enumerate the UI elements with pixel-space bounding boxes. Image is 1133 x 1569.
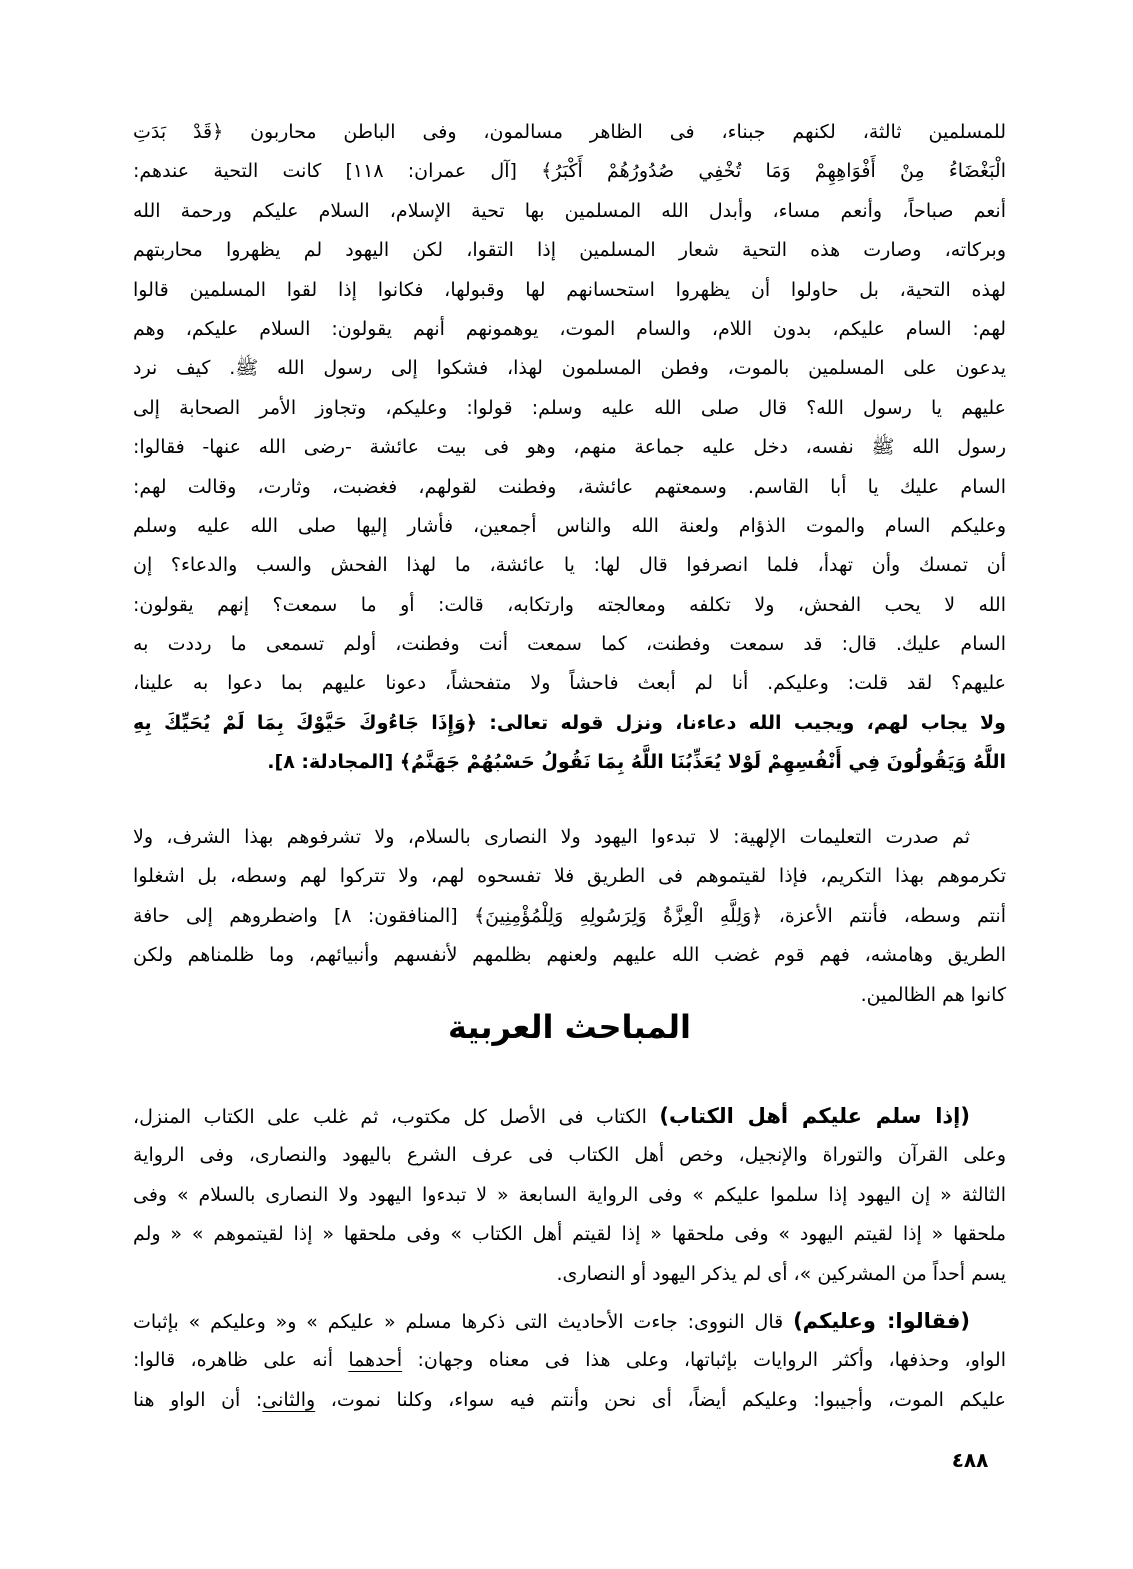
lemma-text: الكتاب فى الأصل كل مكتوب، ثم غلب على الكتاب المنزل،	[133, 1106, 660, 1128]
text-line: لهم: السام عليكم، بدون اللام، والسام الموت، يوهمونهم أنهم يقولون: السلام عليكم، وهم	[133, 317, 1006, 340]
text-line: رسول الله ﷺ نفسه، دخل عليه جماعة منهم، وهو فى بيت عائشة -رضى الله عنها- فقالوا:	[133, 436, 1006, 459]
text-span: : أن الواو هنا	[133, 1388, 263, 1411]
text-line: للمسلمين ثالثة، لكنهم جبناء، فى الظاهر مسالمون، وفى الباطن محاربون ﴿قَدْ بَدَتِ	[133, 121, 1006, 143]
text-line: وبركاته، وصارت هذه التحية شعار المسلمين إذا التقوا، لكن اليهود لم يظهروا محاربتهم	[133, 239, 1006, 262]
paragraph-greeting-history	[133, 113, 1006, 783]
text-line-quran: اللَّهُ وَيَقُولُونَ فِي أَنْفُسِهِمْ لَوْلا يُعَذِّبُنَا اللَّهُ بِمَا نَقُولُ حَسْبُهُمْ جَهَنَّمُ﴾ [المجادلة: ٨].	[267, 751, 1006, 774]
lemma-heading: (إذا سلم عليكم أهل الكتاب)	[659, 1104, 970, 1128]
text-line	[133, 1097, 1006, 1136]
text-line: السام عليك. قال: قد سمعت وفطنت، كما سمعت أنت وفطنت، أولم تسمعى ما رددت به	[133, 633, 1006, 656]
paragraph-ahl-al-kitab	[133, 1097, 1006, 1294]
text-line: الطريق وهامشه، فهم قوم غضب الله عليهم ولعنهم بظلمهم لأنفسهم وأنبيائهم، وما ظلمناهم ولكن	[133, 944, 1006, 967]
text-line: وعلى القرآن والتوراة والإنجيل، وخص أهل الكتاب فى عرف الشرع باليهود والنصارى، وفى الرواية	[133, 1144, 1006, 1167]
text-line	[133, 1302, 1006, 1341]
text-line: لهذه التحية، بل حاولوا أن يظهروا استحسانهم لها وقبولها، فكانوا إذا لقوا المسلمين قالوا	[133, 278, 1006, 301]
text-line: الْبَغْضَاءُ مِنْ أَفْوَاهِهِمْ وَمَا تُخْفِي صُدُورُهُمْ أَكْبَرُ﴾ [آل عمران: ١١٨] كانت التحية عندهم:	[133, 160, 1006, 183]
text-line: السام عليك يا أبا القاسم. وسمعتهم عائشة، وفطنت لقولهم، فغضبت، وثارت، وقالت لهم:	[133, 475, 1006, 498]
text-span: عليكم الموت، وأجيبوا: وعليكم أيضاً، أى نحن وأنتم فيه سواء، وكلنا نموت،	[315, 1388, 1006, 1411]
text-line	[133, 1381, 1006, 1420]
paragraph-divine-instructions	[133, 818, 1006, 1015]
text-line: ملحقها « إذا لقيتم اليهود » وفى ملحقها « إذا لقيتم أهل الكتاب » وفى ملحقها « إذا لقيتموهم » « ولم	[133, 1223, 1006, 1246]
section-heading: المباحث العربية	[447, 1008, 692, 1046]
text-line: تكرموهم بهذا التكريم، فإذا لقيتموهم فى الطريق فلا تفسحوه لهم، ولا تتركوا لهم وسطه، بل اشغلوا	[133, 865, 1006, 888]
text-line: أنتم وسطه، فأنتم الأعزة، ﴿وَلِلَّهِ الْعِزَّةُ وَلِرَسُولِهِ وَلِلْمُؤْمِنِينَ﴾ [المنافقون: ٨] واضطروهم إلى حافة	[133, 904, 1006, 927]
text-line: عليهم يا رسول الله؟ قال صلى الله عليه وسلم: قولوا: وعليكم، وتجاوز الأمر الصحابة إلى	[133, 396, 1006, 419]
paragraph-wa-alaykum	[133, 1302, 1006, 1420]
text-line: أنعم صباحاً، وأنعم مساء، وأبدل الله المسلمين بها تحية الإسلام، السلام عليكم ورحمة الله	[133, 199, 1006, 222]
text-line: الله لا يحب الفحش، ولا تكلفه ومعالجته وارتكابه، قالت: أو ما سمعت؟ إنهم يقولون:	[133, 593, 1006, 616]
text-line: وعليكم السام والموت الذؤام ولعنة الله والناس أجمعين، فأشار إليها صلى الله عليه وسلم	[133, 514, 1006, 537]
text-line: ثم صدرت التعليمات الإلهية: لا تبدءوا اليهود ولا النصارى بالسلام، ولا تشرفوهم بهذا الشرف، ولا	[133, 826, 970, 848]
underlined-term: أحدهما	[348, 1349, 403, 1372]
lemma-heading: (فقالوا: وعليكم)	[793, 1309, 970, 1333]
text-line: كانوا هم الظالمين.	[860, 983, 1006, 1006]
text-span: الواو، وحذفها، وأكثر الروايات بإثباتها، وعلى هذا فى معناه وجهان:	[402, 1349, 1006, 1372]
text-line: عليهم؟ لقد قلت: وعليكم. أنا لم أبعث فاحشاً ولا متفحشاً، دعونا عليهم بما دعوا به علينا،	[133, 672, 1006, 695]
lemma-text: قال النووى: جاءت الأحاديث التى ذكرها مسلم « عليكم » و« وعليكم » بإثبات	[133, 1311, 794, 1333]
page-number: ٤٨٨	[951, 1448, 989, 1472]
text-line: الثالثة « إن اليهود إذا سلموا عليكم » وفى الرواية السابعة « لا تبدءوا اليهود ولا النصارى بالسلام » وفى	[133, 1183, 1006, 1206]
text-line	[133, 1341, 1006, 1380]
text-line-quran: ولا يجاب لهم، ويجيب الله دعاءنا، ونزل قوله تعالى: ﴿وَإِذَا جَاءُوكَ حَيَّوْكَ بِمَا لَمْ يُحَيِّكَ بِهِ	[133, 711, 1006, 734]
underlined-term: والثانى	[262, 1388, 316, 1411]
text-line: أن تمسك وأن تهدأ، فلما انصرفوا قال لها: يا عائشة، ما لهذا الفحش والسب والدعاء؟ إن	[133, 554, 1006, 577]
text-span: أنه على ظاهره، قالوا:	[133, 1349, 349, 1372]
text-line: يسم أحداً من المشركين »، أى لم يذكر اليهود أو النصارى.	[556, 1262, 1006, 1285]
text-line: يدعون على المسلمين بالموت، وفطن المسلمون لهذا، فشكوا إلى رسول الله ﷺ. كيف نرد	[133, 357, 1006, 380]
